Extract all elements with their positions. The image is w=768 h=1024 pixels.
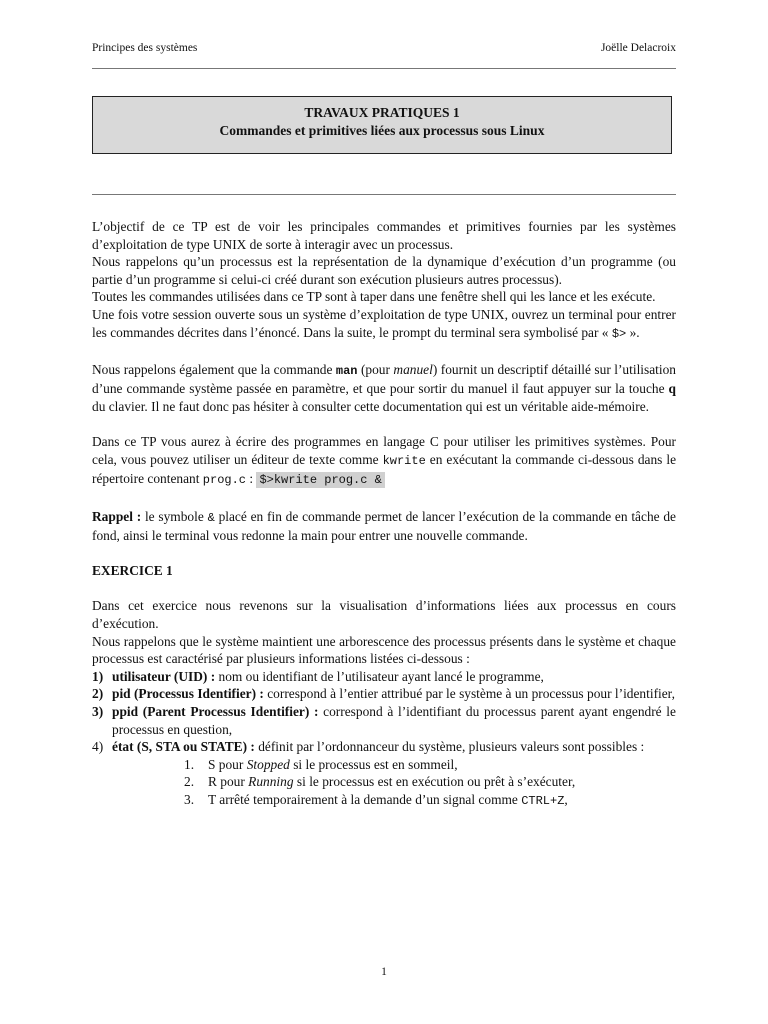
state-text-tail: , (564, 792, 568, 807)
title-line-2: Commandes et primitives liées aux processus sous Linux (219, 123, 545, 138)
list-item-text: définit par l’ordonnanceur du système, plusieurs valeurs sont possibles : (254, 739, 645, 755)
header-author: Joëlle Delacroix (600, 42, 676, 54)
list-item-number: 2) (92, 686, 104, 702)
list-item-number: 3) (92, 704, 104, 720)
man-text-a: Nous rappelons également que la commande (92, 361, 336, 377)
list-item-text: nom ou identifiant de l’utilisateur ayant lancé le programme, (215, 668, 544, 684)
state-text-b: si le processus est en exécution ou prêt à s’exécuter, (293, 774, 576, 790)
state-italic: Running (248, 774, 294, 790)
process-state-list (92, 756, 676, 811)
list-item-text: correspond à l’entier attribué par le système à un processus pour l’identifier, (263, 686, 675, 702)
man-text-d: du clavier. Il ne faut donc pas hésiter à consulter cette documentation qui est un véritable aide-mémoire. (92, 398, 649, 414)
source-file-name: prog.c (202, 473, 247, 488)
page-header (92, 42, 676, 54)
rappel-label: Rappel : (92, 508, 142, 524)
exercise-heading: EXERCICE 1 (92, 563, 173, 579)
title-rule (92, 194, 676, 195)
list-item-number: 1) (92, 668, 104, 684)
list-item-label: pid (Processus Identifier) : (112, 686, 264, 702)
page-number: 1 (381, 966, 387, 978)
man-text-c: ) fournit un descriptif détaillé sur l’utilisation d’une commande système passée en paramètre, et que pour sortir du manuel il faut appuyer sur la touche (92, 361, 676, 397)
state-item (92, 791, 676, 811)
intro-paragraph-1: L’objectif de ce TP est de voir les principales commandes et primitives fournies par les systèmes d’exploitation de type UNIX de sorte à interagir avec un processus. (92, 219, 676, 252)
state-text-a: R pour (208, 774, 249, 790)
editor-name: kwrite (382, 453, 426, 468)
quit-key: q (668, 381, 676, 397)
list-item (92, 738, 676, 756)
list-item-label: utilisateur (UID) : (112, 668, 216, 684)
state-italic: Stopped (246, 756, 290, 772)
ctrl-z-shortcut: CTRL+Z (521, 794, 565, 808)
title-line-1: TRAVAUX PRATIQUES 1 (304, 105, 460, 120)
state-number: 3. (184, 792, 195, 807)
exercise-paragraph-1: Dans cet exercice nous revenons sur la visualisation d’informations liées aux processus en cours d’exécution. (92, 598, 676, 632)
intro-paragraph-3: Toutes les commandes utilisées dans ce TP sont à taper dans une fenêtre shell qui les lance et les exécute. (92, 289, 656, 305)
header-course: Principes des systèmes (92, 42, 198, 54)
man-text-b: (pour (357, 361, 394, 377)
list-item (92, 668, 676, 686)
intro-paragraph-4 (92, 306, 676, 343)
list-item (92, 703, 676, 738)
list-item-label: ppid (Parent Processus Identifier) : (112, 704, 319, 720)
state-item (92, 773, 676, 791)
man-paragraph (92, 361, 676, 416)
exercise-paragraph-2: Nous rappelons que le système maintient une arborescence des processus présents dans le système et chaque processus est caractérisé par plusieurs informations listées ci-dessous : (92, 633, 676, 667)
kwrite-command: $>kwrite prog.c & (256, 472, 384, 488)
man-command: man (335, 363, 358, 378)
process-info-list (92, 668, 676, 756)
state-text-a: T arrêté temporairement à la demande d’un signal comme (208, 792, 522, 807)
intro-paragraph-2: Nous rappelons qu’un processus est la représentation de la dynamique d’exécution d’un programme (ou partie d’un programme si celui-ci créé durant son exécution plusieurs autres processus). (92, 254, 676, 287)
intro-p4-end: ». (626, 324, 640, 340)
state-number: 2. (184, 774, 195, 790)
intro-p4-text: Une fois votre session ouverte sous un système d’exploitation de type UNIX, ouvrez un terminal pour entrer les commandes décrites dans l’énoncé. Dans la suite, le prompt du terminal sera symbolisé par « (92, 306, 676, 340)
state-text-b: si le processus est en sommeil, (289, 756, 458, 772)
state-item (92, 756, 676, 774)
man-italic: manuel (393, 361, 433, 377)
rappel-paragraph (92, 508, 676, 545)
state-number: 1. (184, 756, 195, 772)
header-rule (92, 68, 676, 69)
ampersand-symbol: & (207, 510, 215, 525)
list-item-number: 4) (92, 739, 104, 755)
c-text-b: en exécutant la commande ci-dessous dans le répertoire contenant (92, 451, 677, 487)
document-body (92, 218, 676, 811)
state-text-a: S pour (208, 756, 247, 772)
prompt-symbol: $> (611, 326, 627, 341)
list-item-text: correspond à l’identifiant du processus parent ayant engendré le processus en question, (112, 704, 676, 737)
title-box (92, 96, 672, 154)
list-item-label: état (S, STA ou STATE) : (112, 739, 255, 755)
c-paragraph (92, 433, 676, 490)
c-text-a: Dans ce TP vous aurez à écrire des programmes en langage C pour utiliser les primitives systèmes. Pour cela, vous pouvez utiliser un éditeur de texte comme (92, 434, 676, 467)
rappel-text-b: placé en fin de commande permet de lancer l’exécution de la commande en tâche de fond, ainsi le terminal vous redonne la main pour entrer une nouvelle commande. (92, 508, 677, 544)
list-item (92, 685, 676, 703)
c-text-c: : (246, 471, 257, 487)
rappel-text-a: le symbole (141, 508, 208, 524)
